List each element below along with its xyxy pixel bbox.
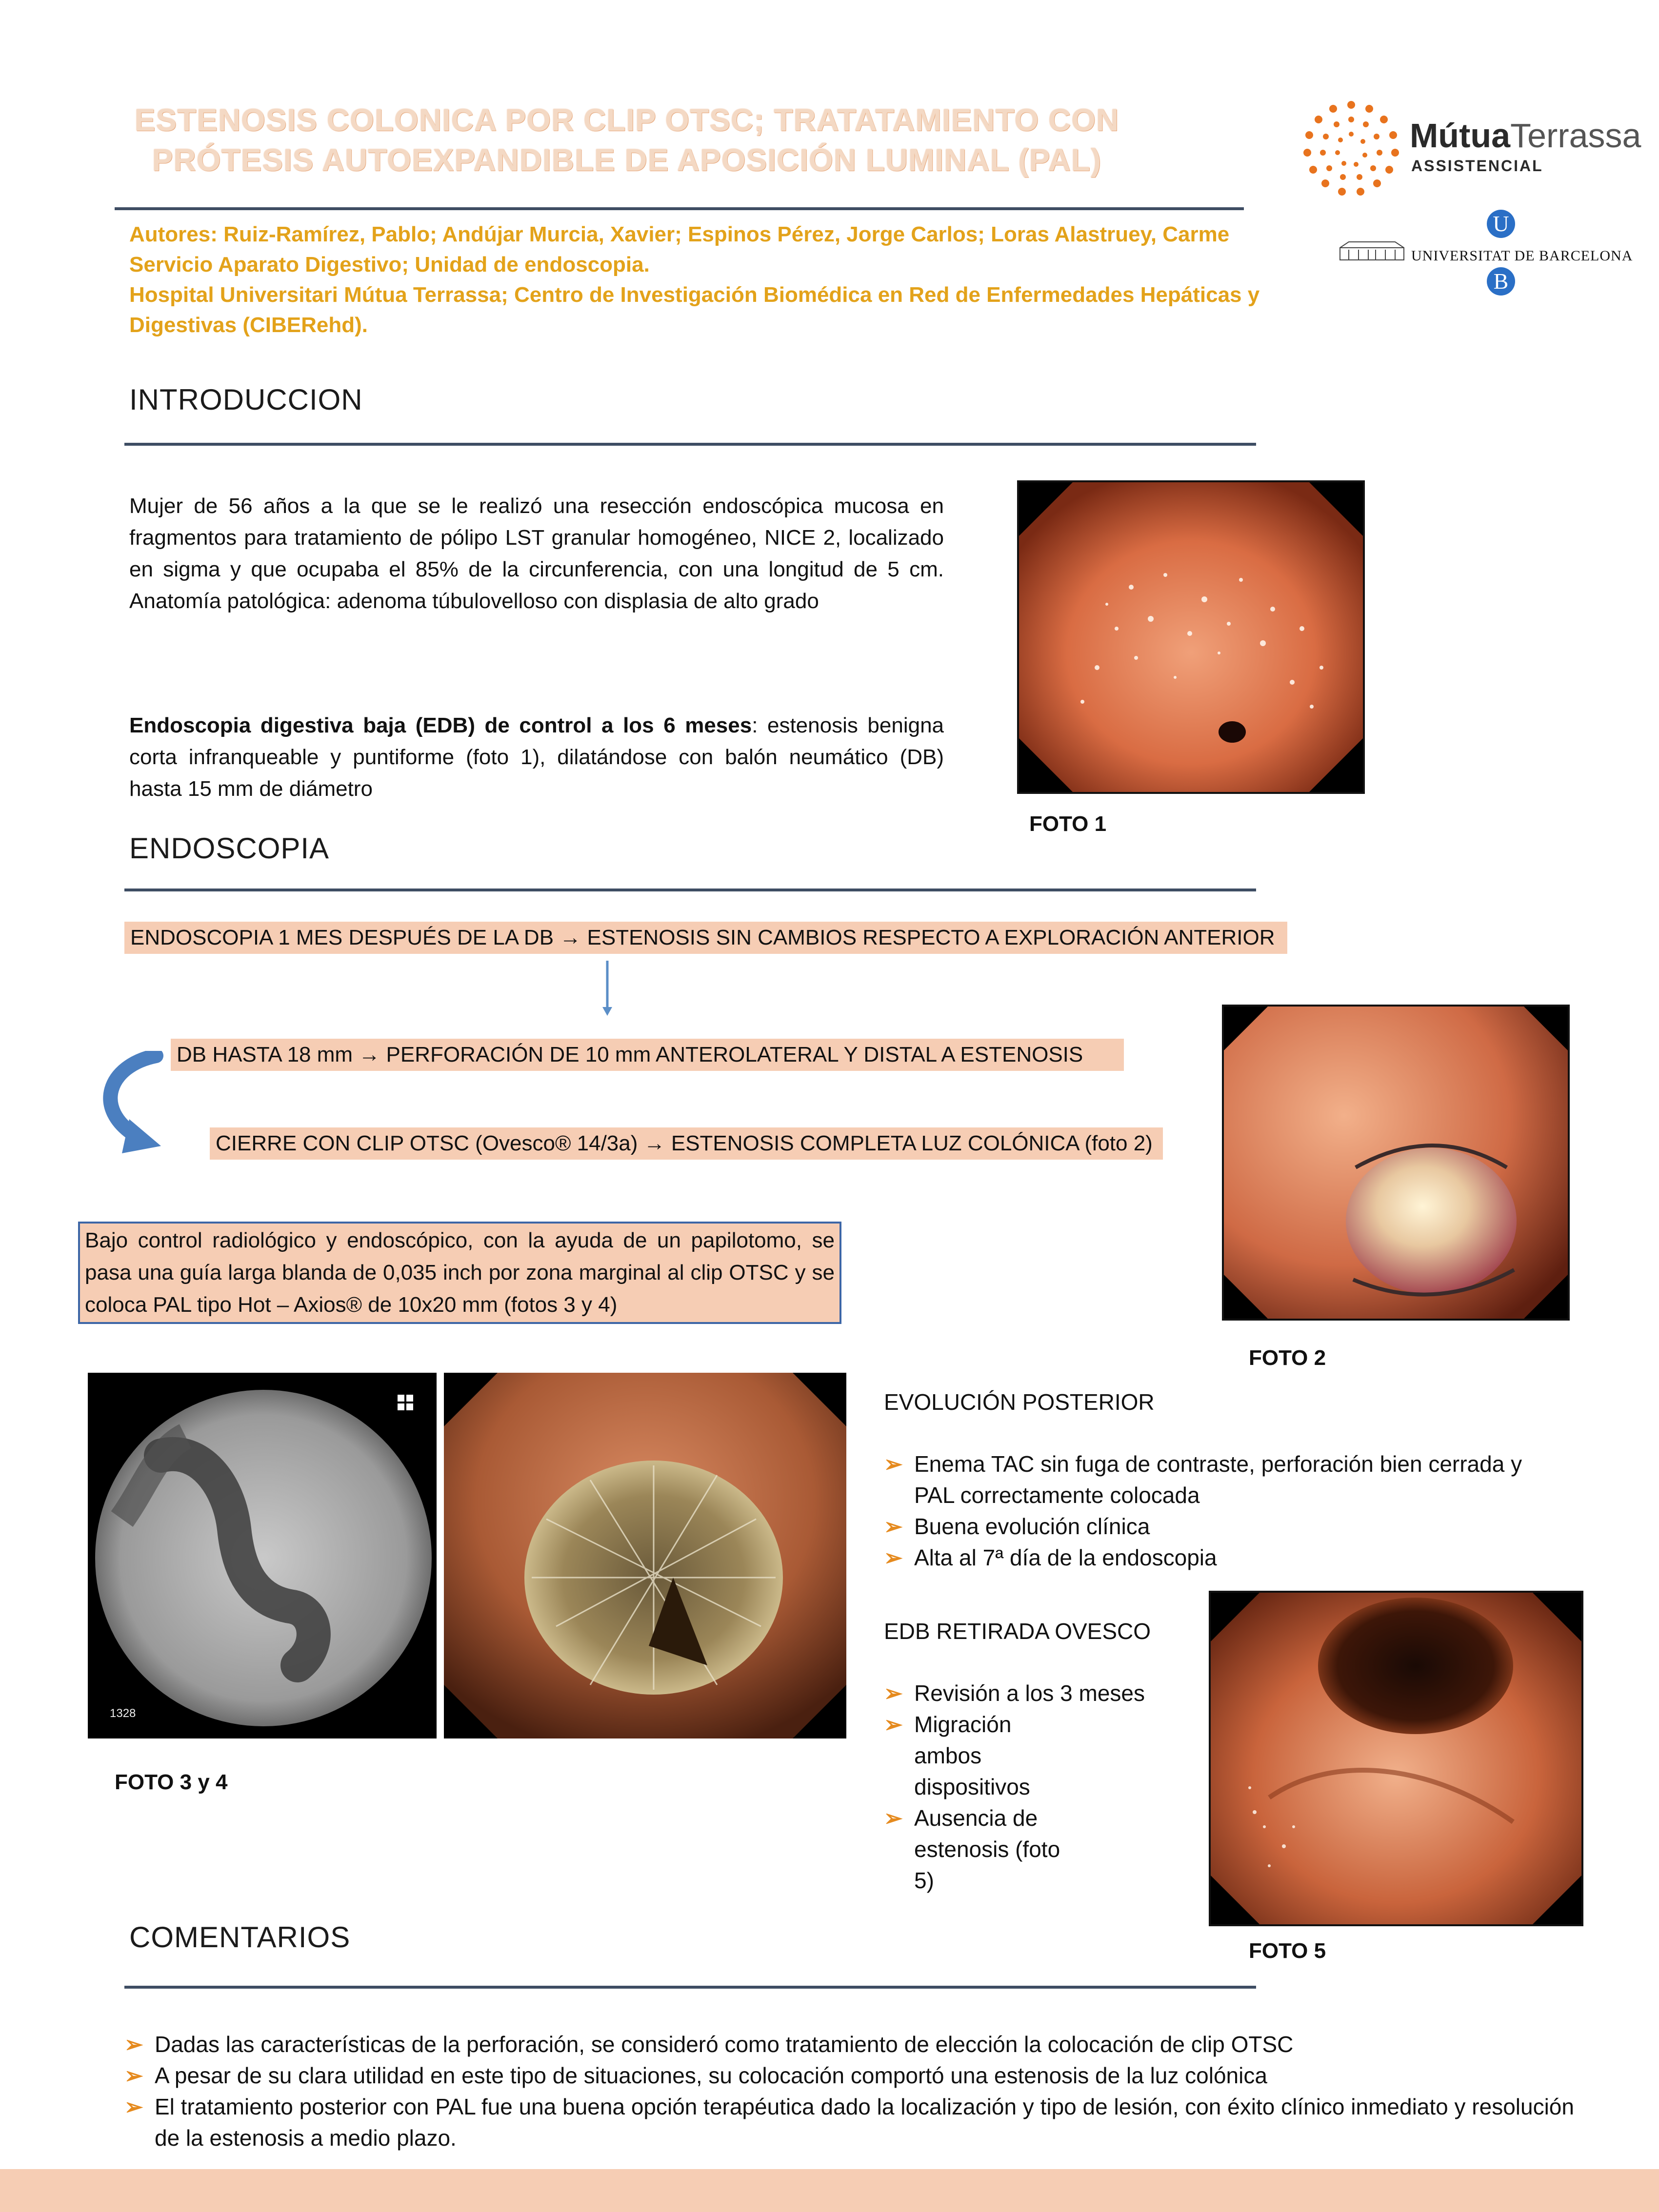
foto-1-image bbox=[1017, 480, 1365, 794]
comentarios-rule bbox=[124, 1986, 1256, 1989]
title-line-1: ESTENOSIS COLONICA POR CLIP OTSC; TRATATAMIENTO CON bbox=[134, 102, 1119, 138]
list-item: ➢ Enema TAC sin fuga de contraste, perforación bien cerrada y PAL correctamente colocada bbox=[884, 1448, 1567, 1511]
evolucion-list bbox=[884, 1448, 1567, 1573]
poster-title bbox=[102, 100, 1151, 180]
foto-5-caption: FOTO 5 bbox=[1249, 1939, 1326, 1963]
intro-rule bbox=[124, 443, 1256, 446]
list-item: ➢ Migración ambos dispositivos bbox=[884, 1709, 1196, 1802]
arrow-bullet-icon: ➢ bbox=[884, 1451, 903, 1477]
list-item: ➢ Alta al 7ª día de la endoscopia bbox=[884, 1542, 1567, 1573]
endoscopia-heading: ENDOSCOPIA bbox=[129, 832, 330, 865]
curved-arrow-icon bbox=[88, 1051, 166, 1158]
ub-name: UNIVERSITAT DE BARCELONA bbox=[1411, 248, 1633, 264]
list-item: ➢ Buena evolución clínica bbox=[884, 1511, 1567, 1542]
retirada-list bbox=[884, 1678, 1196, 1896]
list-item: ➢ Dadas las características de la perforación, se consideró como tratamiento de elección la colocación de clip OTSC bbox=[124, 2029, 1578, 2060]
mutua-subtitle: ASSISTENCIAL bbox=[1411, 157, 1543, 175]
mutua-terrassa-logo-icon bbox=[1302, 100, 1400, 198]
intro-p2-bold: Endoscopia digestiva baja (EDB) de control a los 6 meses bbox=[129, 713, 752, 737]
arrow-bullet-icon: ➢ bbox=[884, 1712, 903, 1737]
foto-1-caption: FOTO 1 bbox=[1029, 812, 1107, 836]
foto-5-image bbox=[1209, 1591, 1583, 1926]
evolucion-heading: EVOLUCIÓN POSTERIOR bbox=[884, 1389, 1155, 1415]
retirada-heading: EDB RETIRADA OVESCO bbox=[884, 1619, 1151, 1644]
service-line: Servicio Aparato Digestivo; Unidad de endoscopia. bbox=[129, 253, 650, 276]
arrow-bullet-icon: ➢ bbox=[124, 2094, 143, 2119]
arrow-bullet-icon: ➢ bbox=[884, 1680, 903, 1706]
arrow-bullet-icon: ➢ bbox=[124, 2063, 143, 2088]
ub-b-icon: B bbox=[1487, 267, 1515, 296]
intro-p2-rest: : estenosis benigna corta infranqueable y puntiforme (foto 1), dilatándose con balón neumático (DB) hasta 15 mm de diámetro bbox=[129, 713, 944, 801]
step-2-box: DB HASTA 18 mm → PERFORACIÓN DE 10 mm ANTEROLATERAL Y DISTAL A ESTENOSIS bbox=[171, 1039, 1124, 1071]
intro-paragraph-1: Mujer de 56 años a la que se le realizó una resección endoscópica mucosa en fragmentos para tratamiento de pólipo LST granular homogéneo, NICE 2, localizado en sigma y que ocupaba el 85% de la circunferencia, con una longitud de 5 cm. Anatomía patológica: adenoma túbulovelloso con displasia de alto grado bbox=[129, 494, 944, 613]
ub-building-icon bbox=[1339, 239, 1405, 261]
foto-4-image bbox=[444, 1373, 846, 1738]
footer-band bbox=[0, 2169, 1659, 2212]
step-1-box: ENDOSCOPIA 1 MES DESPUÉS DE LA DB → ESTENOSIS SIN CAMBIOS RESPECTO A EXPLORACIÓN ANTERIOR bbox=[124, 922, 1287, 954]
hospital-line: Hospital Universitari Mútua Terrassa; Centro de Investigación Biomédica en Red de Enfermedades Hepáticas y Digestivas (CIBERehd). bbox=[129, 283, 1260, 337]
arrow-bullet-icon: ➢ bbox=[884, 1514, 903, 1539]
mutua-terrassa-wordmark bbox=[1410, 116, 1641, 155]
title-rule bbox=[115, 207, 1244, 210]
list-item: ➢ El tratamiento posterior con PAL fue una buena opción terapéutica dado la localización y tipo de lesión, con éxito clínico inmediato y resolución de la estenosis a medio plazo. bbox=[124, 2091, 1578, 2153]
step-3-box: CIERRE CON CLIP OTSC (Ovesco® 14/3a) → ESTENOSIS COMPLETA LUZ COLÓNICA (foto 2) bbox=[210, 1127, 1163, 1160]
ub-u-icon: U bbox=[1487, 210, 1515, 238]
comentarios-list bbox=[124, 2029, 1578, 2153]
endoscopia-rule bbox=[124, 889, 1256, 891]
arrow-bullet-icon: ➢ bbox=[884, 1545, 903, 1570]
foto-3-xray-image bbox=[88, 1373, 437, 1738]
intro-heading: INTRODUCCION bbox=[129, 383, 363, 416]
foto-2-image bbox=[1222, 1005, 1570, 1321]
down-arrow-icon bbox=[600, 961, 615, 1017]
intro-paragraph-2 bbox=[129, 710, 944, 805]
arrow-bullet-icon: ➢ bbox=[124, 2032, 143, 2057]
foto-2-caption: FOTO 2 bbox=[1249, 1346, 1326, 1370]
list-item: ➢ Revisión a los 3 meses bbox=[884, 1678, 1196, 1709]
comentarios-heading: COMENTARIOS bbox=[129, 1921, 351, 1954]
title-line-2: PRÓTESIS AUTOEXPANDIBLE DE APOSICIÓN LUMINAL (PAL) bbox=[152, 142, 1102, 178]
authors-block bbox=[129, 219, 1334, 340]
list-item: ➢ A pesar de su clara utilidad en este tipo de situaciones, su colocación comportó una estenosis de la luz colónica bbox=[124, 2060, 1578, 2091]
authors-line: Autores: Ruiz-Ramírez, Pablo; Andújar Murcia, Xavier; Espinos Pérez, Jorge Carlos; Loras Alastruey, Carme bbox=[129, 222, 1230, 246]
mutua-name: MútuaTerrassa bbox=[1410, 117, 1641, 155]
list-item: ➢ Ausencia de estenosis (foto 5) bbox=[884, 1802, 1196, 1896]
foto-34-caption: FOTO 3 y 4 bbox=[115, 1770, 228, 1794]
procedure-box: Bajo control radiológico y endoscópico, con la ayuda de un papilotomo, se pasa una guía larga blanda de 0,035 inch por zona marginal al clip OTSC y se coloca PAL tipo Hot – Axios® de 10x20 mm (fotos 3 y 4) bbox=[78, 1222, 841, 1324]
xray-label: 1328 bbox=[110, 1707, 136, 1720]
arrow-bullet-icon: ➢ bbox=[884, 1805, 903, 1831]
